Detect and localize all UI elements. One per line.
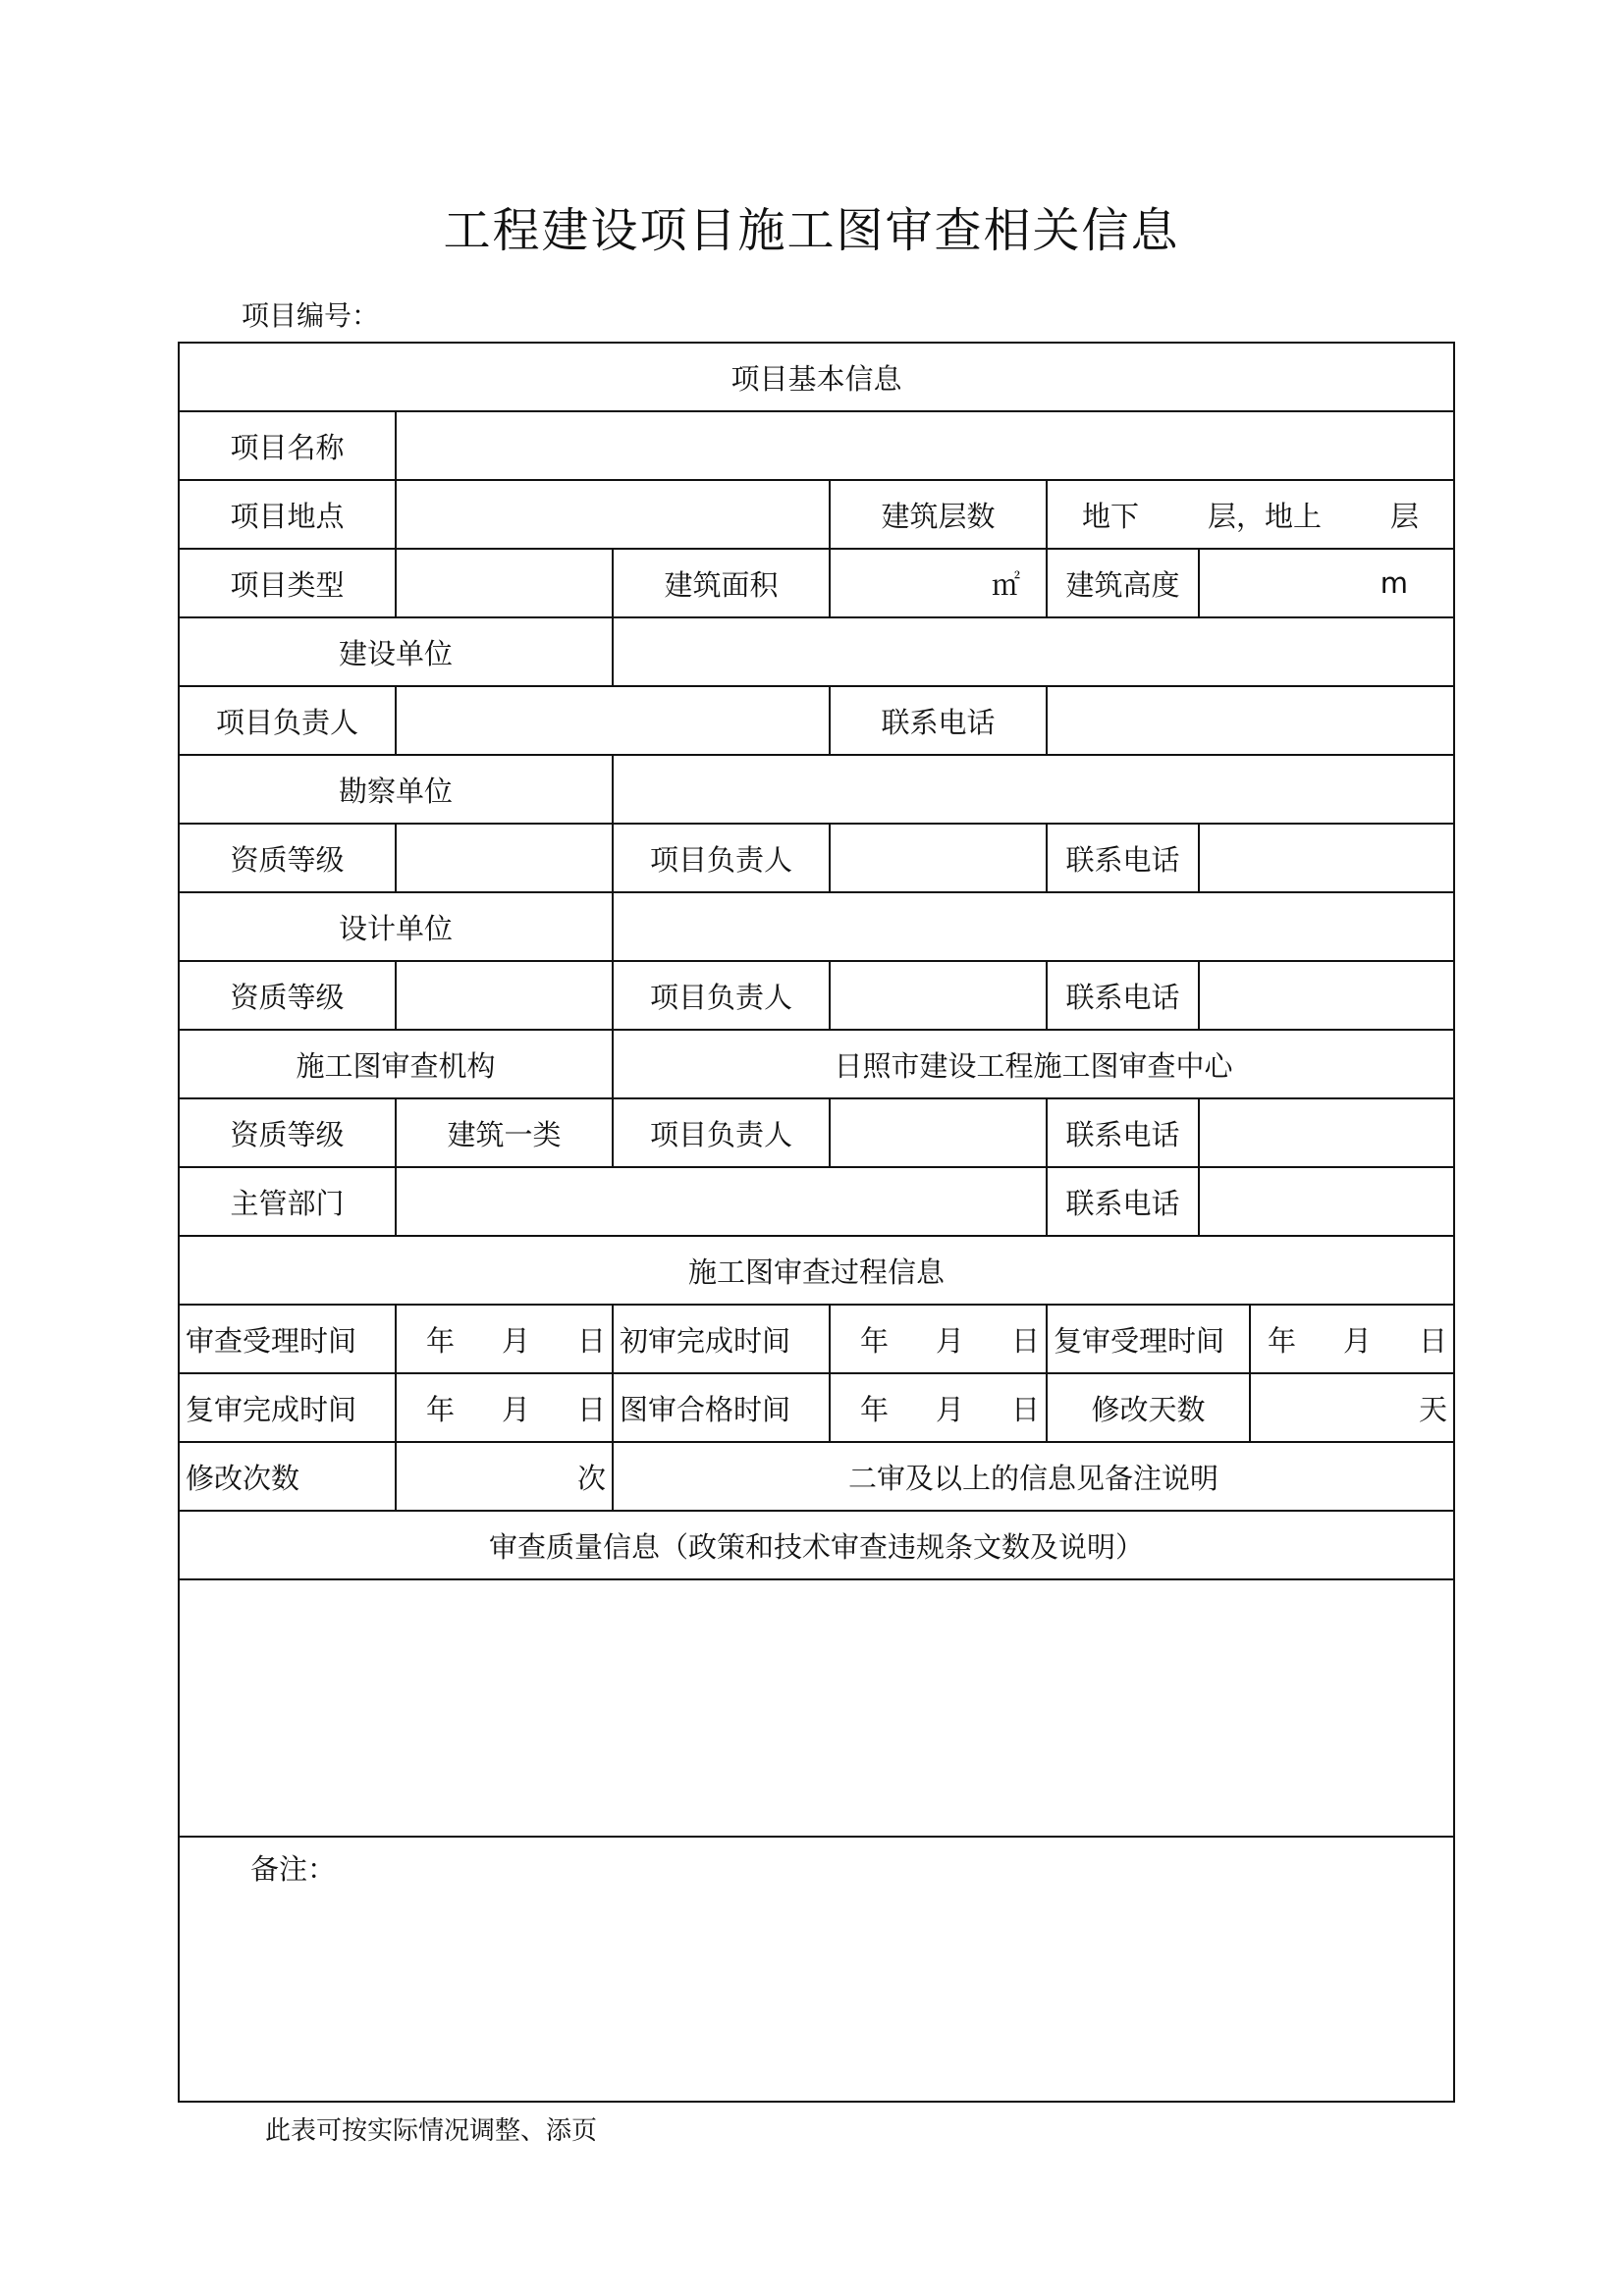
label-review-org: 施工图审查机构: [179, 1030, 613, 1098]
label-authority-phone: 联系电话: [1047, 1167, 1199, 1236]
section-quality-info: 审查质量信息（政策和技术审查违规条文数及说明）: [179, 1511, 1454, 1579]
label-floors: 建筑层数: [830, 480, 1047, 549]
label-survey-qual: 资质等级: [179, 824, 396, 892]
label-area: 建筑面积: [613, 549, 830, 617]
label-height: 建筑高度: [1047, 549, 1199, 617]
label-design-qual: 资质等级: [179, 961, 396, 1030]
field-builder-phone[interactable]: [1047, 686, 1454, 755]
label-review-qual: 资质等级: [179, 1098, 396, 1167]
unit-year: 年: [859, 1323, 889, 1358]
unit-year: 年: [859, 1392, 889, 1426]
field-pass-time[interactable]: [830, 1373, 1047, 1442]
field-survey-leader[interactable]: [830, 824, 1047, 892]
area-unit: ㎡: [991, 567, 1020, 602]
label-modify-days: 修改天数: [1047, 1373, 1250, 1442]
field-modify-days[interactable]: [1250, 1373, 1454, 1442]
unit-year: 年: [425, 1392, 455, 1426]
field-authority-phone[interactable]: [1199, 1167, 1454, 1236]
field-design-leader[interactable]: [830, 961, 1047, 1030]
label-project-name: 项目名称: [179, 411, 396, 480]
page-title: 工程建设项目施工图审查相关信息: [443, 203, 1180, 258]
label-design-unit: 设计单位: [179, 892, 613, 961]
section-basic-info: 项目基本信息: [179, 343, 1454, 411]
field-floors[interactable]: [1047, 480, 1454, 549]
label-aboveground: 地上: [1265, 499, 1323, 533]
label-modify-times: 修改次数: [179, 1442, 396, 1511]
label-layer: 层，: [1207, 499, 1265, 533]
value-review-org: 日照市建设工程施工图审查中心: [613, 1030, 1454, 1098]
field-design-qual[interactable]: [396, 961, 613, 1030]
field-survey-phone[interactable]: [1199, 824, 1454, 892]
label-layer-end: 层: [1390, 499, 1420, 533]
field-first-done-time[interactable]: [830, 1305, 1047, 1373]
label-first-done-time: 初审完成时间: [613, 1305, 830, 1373]
unit-month: 月: [935, 1392, 964, 1426]
field-re-accept-time[interactable]: [1250, 1305, 1454, 1373]
unit-day: 日: [1010, 1392, 1040, 1426]
field-project-location[interactable]: [396, 480, 830, 549]
field-review-phone[interactable]: [1199, 1098, 1454, 1167]
label-review-leader: 项目负责人: [613, 1098, 830, 1167]
project-number-label: 项目编号：: [242, 299, 380, 332]
field-survey-qual[interactable]: [396, 824, 613, 892]
field-builder-leader[interactable]: [396, 686, 830, 755]
field-remarks[interactable]: [179, 1837, 1454, 2102]
field-survey-unit[interactable]: [613, 755, 1454, 824]
field-project-type[interactable]: [396, 549, 613, 617]
field-review-leader[interactable]: [830, 1098, 1047, 1167]
label-underground: 地下: [1081, 499, 1139, 533]
unit-day: 日: [576, 1323, 606, 1358]
height-unit: m: [1380, 566, 1408, 600]
unit-year: 年: [425, 1323, 455, 1358]
unit-month: 月: [935, 1323, 964, 1358]
field-modify-times[interactable]: [396, 1442, 613, 1511]
field-height[interactable]: [1199, 549, 1454, 617]
label-design-phone: 联系电话: [1047, 961, 1199, 1030]
unit-month: 月: [1342, 1323, 1372, 1358]
label-remarks: 备注：: [250, 1852, 337, 1886]
label-pass-time: 图审合格时间: [613, 1373, 830, 1442]
field-re-done-time[interactable]: [396, 1373, 613, 1442]
unit-month: 月: [501, 1323, 530, 1358]
second-review-note: 二审及以上的信息见备注说明: [613, 1442, 1454, 1511]
unit-day: 日: [576, 1392, 606, 1426]
unit-times: 次: [576, 1461, 606, 1495]
field-project-name[interactable]: [396, 411, 1454, 480]
field-area[interactable]: [830, 549, 1047, 617]
section-process-info: 施工图审查过程信息: [179, 1236, 1454, 1305]
field-builder[interactable]: [613, 617, 1454, 686]
label-builder-phone: 联系电话: [830, 686, 1047, 755]
unit-days: 天: [1418, 1392, 1447, 1426]
label-re-accept-time: 复审受理时间: [1047, 1305, 1250, 1373]
label-re-done-time: 复审完成时间: [179, 1373, 396, 1442]
label-survey-leader: 项目负责人: [613, 824, 830, 892]
label-authority: 主管部门: [179, 1167, 396, 1236]
label-project-type: 项目类型: [179, 549, 396, 617]
label-survey-unit: 勘察单位: [179, 755, 613, 824]
label-design-leader: 项目负责人: [613, 961, 830, 1030]
unit-year: 年: [1267, 1323, 1296, 1358]
field-accept-time[interactable]: [396, 1305, 613, 1373]
value-review-qual: 建筑一类: [396, 1098, 613, 1167]
field-design-unit[interactable]: [613, 892, 1454, 961]
unit-day: 日: [1010, 1323, 1040, 1358]
footnote: 此表可按实际情况调整、添页: [265, 2116, 598, 2146]
label-project-location: 项目地点: [179, 480, 396, 549]
label-survey-phone: 联系电话: [1047, 824, 1199, 892]
label-builder: 建设单位: [179, 617, 613, 686]
label-builder-leader: 项目负责人: [179, 686, 396, 755]
field-quality-info[interactable]: [179, 1579, 1454, 1837]
info-form-table: [178, 342, 1455, 2103]
unit-day: 日: [1418, 1323, 1447, 1358]
label-review-phone: 联系电话: [1047, 1098, 1199, 1167]
label-accept-time: 审查受理时间: [179, 1305, 396, 1373]
field-authority[interactable]: [396, 1167, 1047, 1236]
field-design-phone[interactable]: [1199, 961, 1454, 1030]
unit-month: 月: [501, 1392, 530, 1426]
